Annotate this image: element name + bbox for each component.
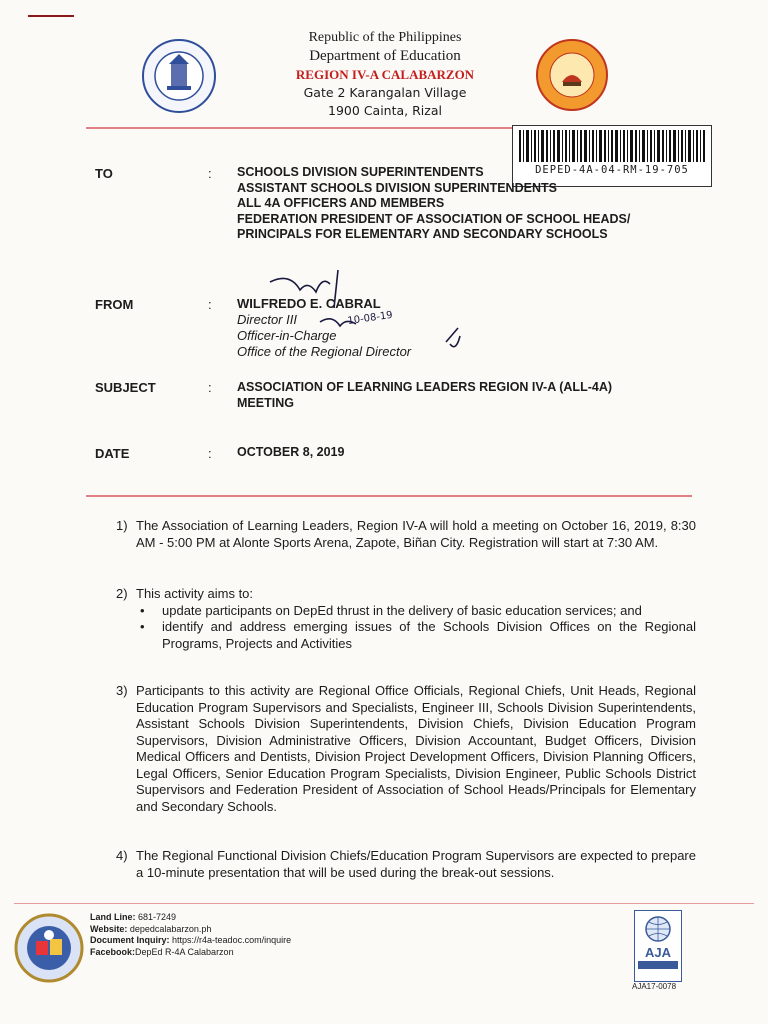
signature-date: 10-08-19: [346, 309, 394, 327]
globe-icon: [635, 911, 681, 981]
facebook-link[interactable]: DepEd R-4A Calabarzon: [135, 946, 234, 957]
list-item: • update participants on DepEd thrust in the delivery of basic education services; and: [136, 603, 696, 620]
paragraph-text: Participants to this activity are Regional Office Officials, Regional Chiefs, Unit Heads, Regional Education Program Supervisors and Specialists, Engineer III, Schools Division Superintendents, Assistant Schools Division Superintendents, Division Chiefs, Division Education Program Supervisors, Division Administrative Officers, Division Accountant, Budget Officers, Division Medical Officers and Dentists, Division Project Development Officers, Division Planning Officers, Legal Officers, Senior Education Program Specialists, Division Engineer, Public Schools District Supervisors and Federation President of Association of School Heads/Principals for Elementary and Secondary Schools.: [136, 683, 696, 814]
paragraph-number: 4): [116, 848, 128, 863]
paragraph-3: [116, 683, 696, 815]
subject-line: MEETING: [237, 396, 294, 410]
date-value: OCTOBER 8, 2019: [237, 445, 345, 459]
paragraph-number: 1): [116, 518, 128, 533]
corner-mark: [28, 15, 74, 17]
date-label: DATE: [95, 446, 130, 461]
sender-role: Officer-in-Charge: [237, 328, 337, 343]
date-colon: :: [208, 446, 212, 461]
to-line: ASSISTANT SCHOOLS DIVISION SUPERINTENDENTS: [237, 180, 557, 195]
header-address-1: Gate 2 Karangalan Village: [303, 85, 467, 100]
to-line: FEDERATION PRESIDENT OF ASSOCIATION OF SCHOOL HEADS/: [237, 211, 631, 226]
paragraph-2: [116, 586, 696, 652]
from-colon: :: [208, 297, 212, 312]
footer-divider: [14, 903, 754, 904]
paragraph-number: 2): [116, 586, 128, 601]
aims-list: [136, 603, 696, 653]
sender-name: WILFREDO E. CABRAL: [237, 296, 381, 311]
sender-title: Director III: [237, 312, 297, 327]
website-link[interactable]: depedcalabarzon.ph: [129, 923, 212, 934]
list-item: • identify and address emerging issues of the Schools Division Offices on the Regional Programs, Projects and Activities: [136, 619, 696, 652]
barcode-number: DEPED-4A-04-RM-19-705: [535, 164, 689, 176]
region-seal-logo: [527, 38, 617, 112]
to-line: PRINCIPALS FOR ELEMENTARY AND SECONDARY SCHOOLS: [237, 227, 608, 241]
header-department: Department of Education: [309, 48, 461, 64]
landline-label: Land Line:: [90, 912, 136, 922]
to-colon: :: [208, 166, 212, 181]
paragraph-number: 3): [116, 683, 128, 698]
aja-certification-logo: [634, 910, 682, 982]
sender-office: Office of the Regional Director: [237, 344, 412, 359]
header-address-2: 1900 Cainta, Rizal: [328, 103, 442, 118]
aja-logo-text: AJA: [644, 945, 672, 960]
from-sender: [237, 296, 411, 360]
paragraph-text: The Regional Functional Division Chiefs/Education Program Supervisors are expected to prepare a 10-minute presentation that will be used during the break-out sessions.: [136, 848, 696, 880]
to-recipients: [237, 165, 630, 243]
barcode-bars: [519, 130, 705, 162]
subject-line: ASSOCIATION OF LEARNING LEADERS REGION IV-A (ALL-4A): [237, 380, 613, 394]
to-line: ALL 4A OFFICERS AND MEMBERS: [237, 196, 445, 210]
from-label: FROM: [95, 297, 134, 312]
paragraph-text: The Association of Learning Leaders, Region IV-A will hold a meeting on October 16, 2019, 8:30 AM - 5:00 PM at Alonte Sports Arena, Zapote, Biñan City. Registration will start at 7:30 AM.: [136, 518, 696, 550]
subject-colon: :: [208, 380, 212, 395]
subject-label: SUBJECT: [95, 380, 156, 395]
paragraph-4: [116, 848, 696, 881]
facebook-label: Facebook:: [90, 946, 136, 957]
inquiry-label: Document Inquiry:: [90, 935, 170, 945]
header-republic: Republic of the Philippines: [308, 30, 462, 45]
deped-seal-logo: [133, 38, 225, 114]
paragraph-1: [116, 518, 696, 551]
inquiry-link[interactable]: https://r4a-teadoc.com/inquire: [172, 935, 292, 945]
landline-value: 681-7249: [138, 912, 177, 922]
to-line: SCHOOLS DIVISION SUPERINTENDENTS: [237, 165, 484, 179]
paragraph-text: This activity aims to:: [136, 586, 254, 601]
subject-text: [237, 379, 612, 411]
memo-divider: [86, 495, 692, 497]
website-label: Website:: [90, 923, 128, 934]
to-label: TO: [95, 166, 113, 181]
contact-info: [90, 912, 291, 958]
region-footer-seal-logo: [14, 913, 84, 983]
header-region: REGION IV-A CALABARZON: [295, 67, 475, 82]
certification-code: AJA17-0078: [632, 982, 677, 991]
